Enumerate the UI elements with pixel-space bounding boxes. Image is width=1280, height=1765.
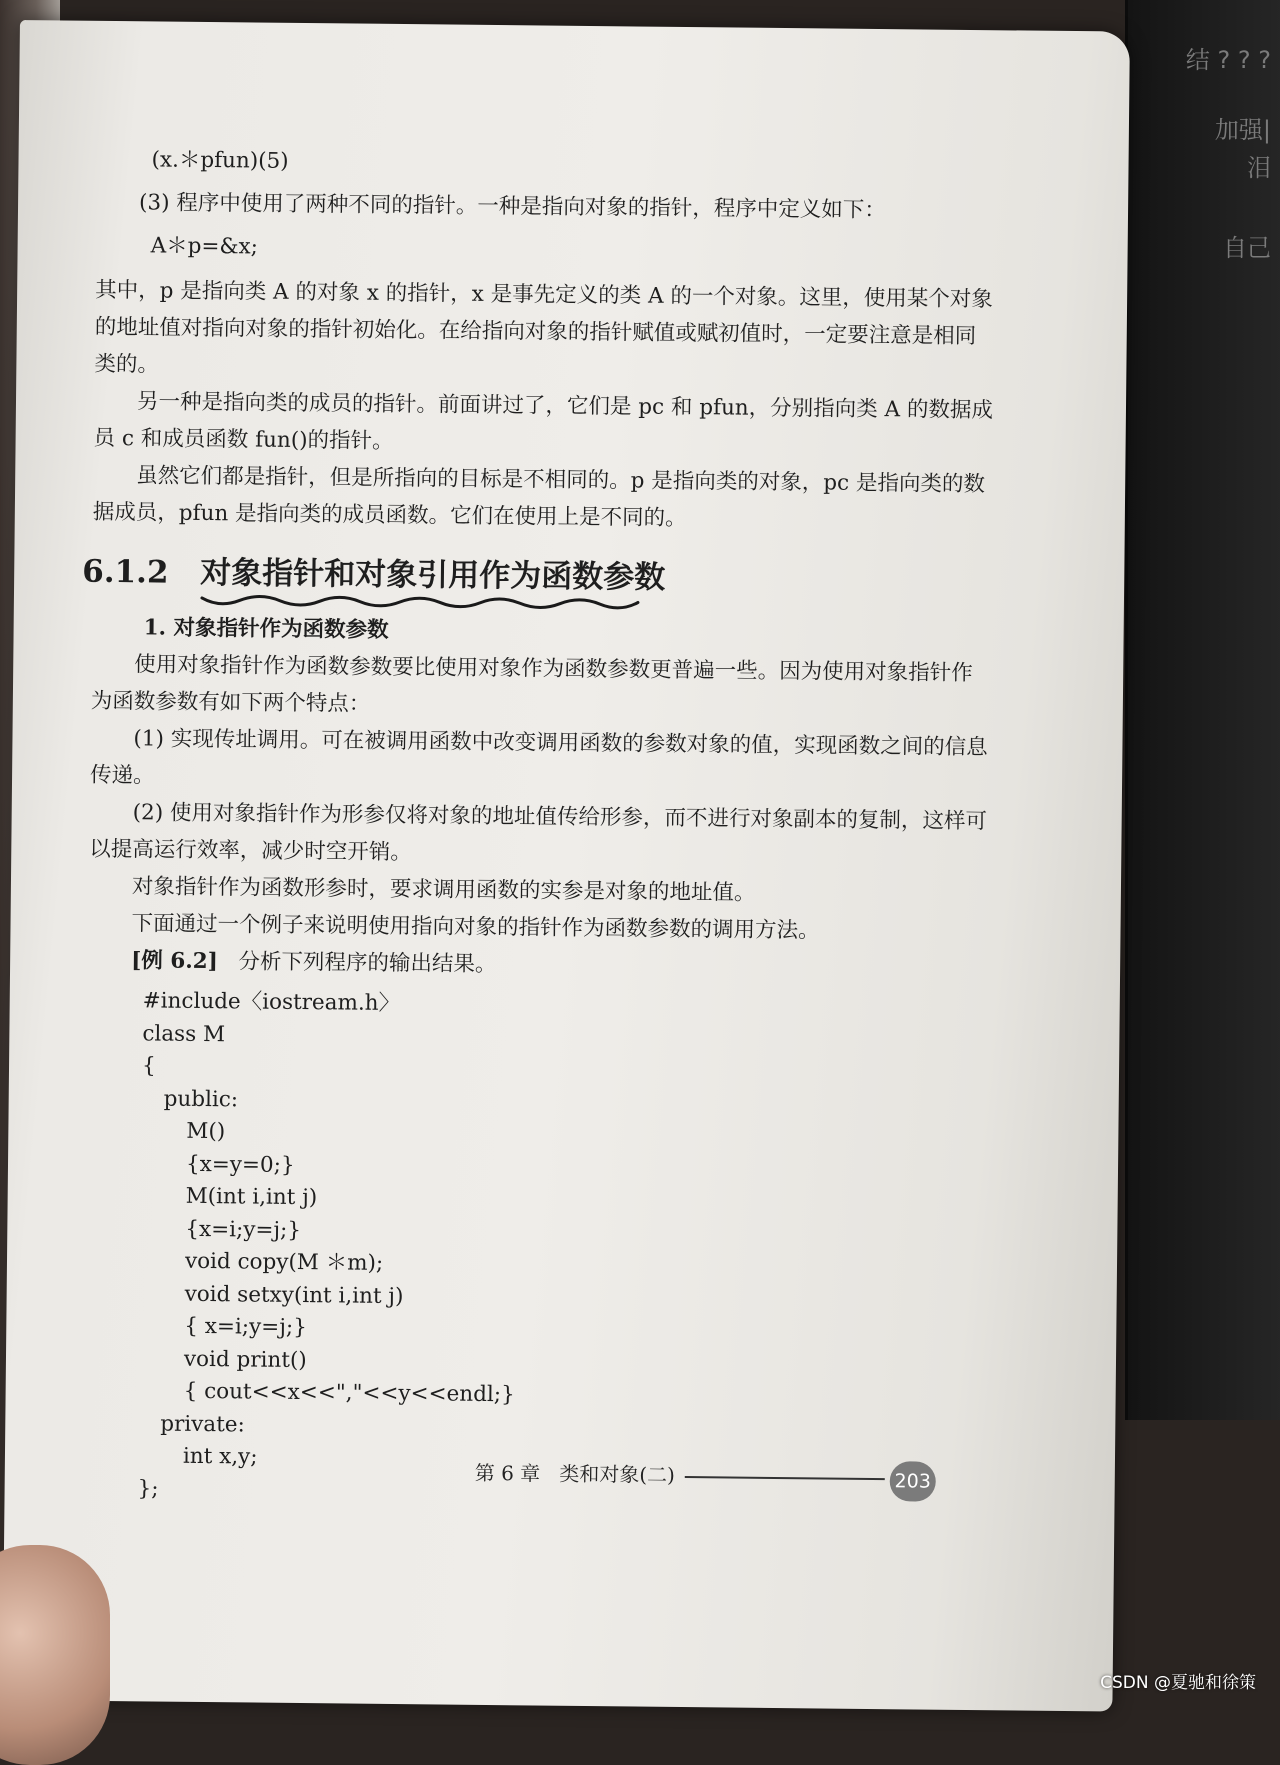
thumb	[0, 1545, 110, 1765]
paragraph-5: (1) 实现传址调用。可在被调用函数中改变调用函数的参数对象的值，实现函数之间的信息传递。	[89, 726, 988, 789]
example-label: [例 6.2]	[131, 948, 219, 975]
footer-rule	[685, 1476, 885, 1480]
paragraph-8: 下面通过一个例子来说明使用指向对象的指针作为函数参数的调用方法。	[131, 911, 820, 944]
code-line: M(int i,int j)	[185, 1183, 318, 1211]
paragraph-pointers-intro: (3) 程序中使用了两种不同的指针。一种是指向对象的指针，程序中定义如下：	[138, 190, 886, 224]
code-line: void print()	[183, 1346, 307, 1373]
section-title: 对象指针和对象引用作为函数参数	[200, 554, 666, 596]
book-cover-text-2: 加强|	[1214, 116, 1271, 144]
book-cover-text-4: 自己	[1223, 234, 1271, 262]
code-line: { x=i;y=j;}	[184, 1313, 307, 1341]
paragraph-4: 使用对象指针作为函数参数要比使用对象作为函数参数更普遍一些。因为使用对象指针作为函数参数有如下两个特点：	[90, 652, 973, 717]
book-page	[2, 20, 1130, 1712]
subheading: 1. 对象指针作为函数参数	[143, 615, 389, 643]
code-line: {x=y=0;}	[185, 1151, 295, 1178]
watermark: CSDN @夏驰和徐策	[1100, 1673, 1256, 1693]
code-line: void setxy(int i,int j)	[184, 1281, 404, 1309]
paragraph-7: 对象指针作为函数形参时，要求调用函数的实参是对象的地址值。	[131, 874, 756, 906]
section-heading	[82, 549, 992, 605]
code-block	[82, 985, 987, 1514]
page-footer	[475, 1457, 995, 1502]
example-text: 分析下列程序的输出结果。	[238, 949, 497, 978]
code-line: int x,y;	[182, 1443, 258, 1470]
footer-title: 类和对象(二)	[559, 1461, 676, 1487]
code-line: private:	[160, 1411, 245, 1437]
book-cover-text-3: 泪	[1247, 154, 1271, 182]
code-line: class M	[142, 1020, 226, 1047]
code-line: {x=i;y=j;}	[185, 1216, 302, 1243]
paragraph-3: 虽然它们都是指针，但是所指向的目标是不相同的。p 是指向类的对象，pc 是指向类的数据成员，pfun 是指向类的成员函数。它们在使用上是不同的。	[92, 463, 986, 532]
page-number: 203	[890, 1461, 936, 1501]
book-cover-text-1: 结 ? ? ?	[1185, 46, 1271, 74]
code-line-top-2: A＊p=&x;	[150, 233, 259, 260]
paragraph-2: 另一种是指向类的成员的指针。前面讲过了，它们是 pc 和 pfun，分别指向类 A 的数据成员 c 和成员函数 fun()的指针。	[93, 389, 994, 454]
code-line: void copy(M ＊m);	[184, 1248, 384, 1276]
background-book-cover	[1125, 0, 1280, 1420]
code-line: {	[141, 1053, 156, 1079]
section-number: 6.1.2	[82, 553, 169, 591]
page-content	[82, 141, 996, 1514]
code-line: M()	[186, 1118, 226, 1145]
code-line: #include〈iostream.h〉	[142, 988, 401, 1017]
paragraph-6: (2) 使用对象指针作为形参仅将对象的地址值传给形参，而不进行对象副本的复制，这样可以提高运行效率，减少时空开销。	[89, 800, 988, 866]
code-line: };	[137, 1475, 159, 1502]
code-line-top-1: (x.＊pfun)(5)	[151, 147, 289, 174]
footer-chapter: 第 6 章	[474, 1460, 541, 1486]
code-line: { cout<<x<<","<<y<<endl;}	[183, 1378, 515, 1408]
code-line: public:	[163, 1086, 239, 1112]
paragraph-1: 其中，p 是指向类 A 的对象 x 的指针，x 是事先定义的类 A 的一个对象。这里，使用某个对象的地址值对指向对象的指针初始化。在给指向对象的指针赋值或赋初值时，一定要注意是相同类的。	[94, 277, 994, 378]
